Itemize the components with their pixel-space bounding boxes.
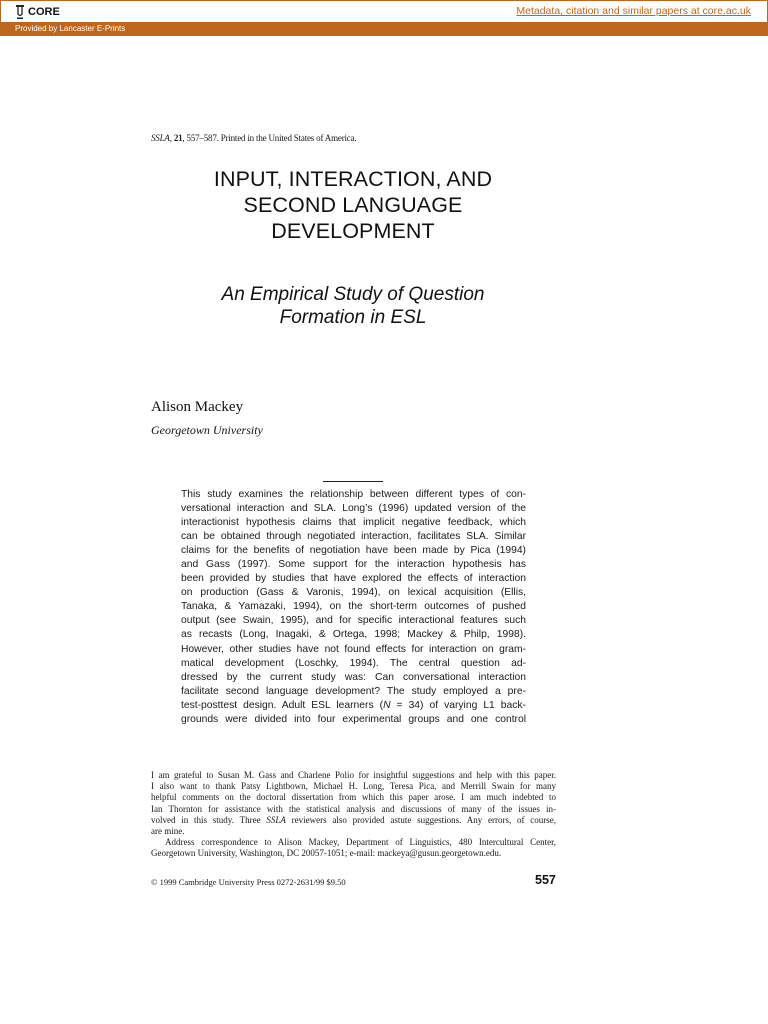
journal-citation: SSLA, 21, 557–587. Printed in the United States of America. [151, 133, 357, 143]
journal-volume: 21 [173, 133, 183, 143]
provided-by-bar [0, 22, 768, 36]
copyright-notice: © 1999 Cambridge University Press 0272-2631/99 $9.50 [151, 877, 346, 887]
abstract-line: been provided by studies that have explored the effects of interaction [181, 573, 526, 585]
page-number: 557 [535, 873, 556, 887]
core-metadata-link[interactable]: Metadata, citation and similar papers at core.ac.uk [516, 5, 751, 17]
abstract-line: can be obtained through negotiated interaction, facilitates SLA. Similar [181, 531, 526, 543]
footnote-line: volved in this study. Three SSLA reviewers also provided astute suggestions. Any errors, of course, [151, 814, 556, 825]
paper-subtitle [153, 283, 553, 329]
abstract [181, 488, 526, 727]
footnote-line: helpful comments on the doctoral dissertation from which this paper arose. I am much indebted to [151, 792, 556, 803]
title-line: DEVELOPMENT [271, 219, 435, 243]
abstract-line: output (see Swain, 1995), and for specific interactional features such [181, 615, 526, 627]
citation-details: , 557–587. Printed in the United States of America. [182, 133, 357, 143]
provided-by-text[interactable]: Provided by Lancaster E-Prints [15, 24, 126, 33]
abstract-line: Tanaka, & Yamazaki, 1994), on the short-term outcomes of pushed [181, 601, 526, 613]
abstract-line: However, other studies have not found effects for interaction on gram- [181, 643, 526, 655]
journal-name: SSLA [151, 133, 170, 143]
abstract-line: matical development (Loschky, 1994). The central question ad- [181, 657, 526, 669]
abstract-line: on production (Gass & Varonis, 1994), on lexical acquisition (Ellis, [181, 587, 526, 599]
footnote-line: I also want to thank Patsy Lightbown, Michael H. Long, Teresa Pica, and Merrill Swain for many [151, 781, 556, 792]
core-logo-text: CORE [28, 6, 60, 18]
abstract-line: versational interaction and SLA. Long’s (1996) updated version of the [181, 503, 526, 515]
footnote-line: Address correspondence to Alison Mackey, Department of Linguistics, 480 Intercultural Center, [165, 837, 556, 848]
title-line: SECOND LANGUAGE [243, 193, 463, 217]
author-affiliation: Georgetown University [151, 423, 263, 437]
acknowledgment-footnote [151, 770, 556, 860]
core-logo[interactable] [15, 3, 60, 21]
subtitle-line: An Empirical Study of Question [221, 284, 485, 305]
abstract-line: dressed by the current study was: Can conversational interaction [181, 671, 526, 683]
section-divider [323, 481, 383, 482]
footnote-line: Georgetown University, Washington, DC 20057-1051; e-mail: mackeya@gusun.georgetown.edu. [151, 848, 502, 859]
core-banner [0, 0, 768, 22]
footnote-line: are mine. [151, 826, 185, 837]
abstract-line: interactionist hypothesis claims that implicit negative feedback, which [181, 517, 526, 529]
title-line: INPUT, INTERACTION, AND [213, 167, 493, 191]
paper-title [153, 166, 553, 244]
abstract-line: and Gass (1997). Some support for the interaction hypothesis has [181, 559, 526, 571]
abstract-line: facilitate second language development? The study employed a pre- [181, 685, 526, 697]
subtitle-line: Formation in ESL [279, 307, 427, 328]
abstract-line: claims for the benefits of negotiation have been made by Pica (1994) [181, 545, 526, 557]
abstract-line: as recasts (Long, Inagaki, & Ortega, 1998; Mackey & Philp, 1998). [181, 629, 526, 641]
author-name: Alison Mackey [151, 399, 244, 415]
footnote-line: I am grateful to Susan M. Gass and Charlene Polio for insightful suggestions and help with this paper. [151, 770, 556, 780]
abstract-line: grounds were divided into four experimental groups and one control [181, 713, 526, 725]
core-logo-icon [15, 4, 25, 20]
footnote-line: Ian Thornton for assistance with the statistical analysis and discussions of many of the issues in- [151, 803, 556, 814]
abstract-line: This study examines the relationship between different types of con- [181, 489, 526, 500]
abstract-line: test-posttest design. Adult ESL learners (N = 34) of varying L1 back- [181, 699, 526, 711]
